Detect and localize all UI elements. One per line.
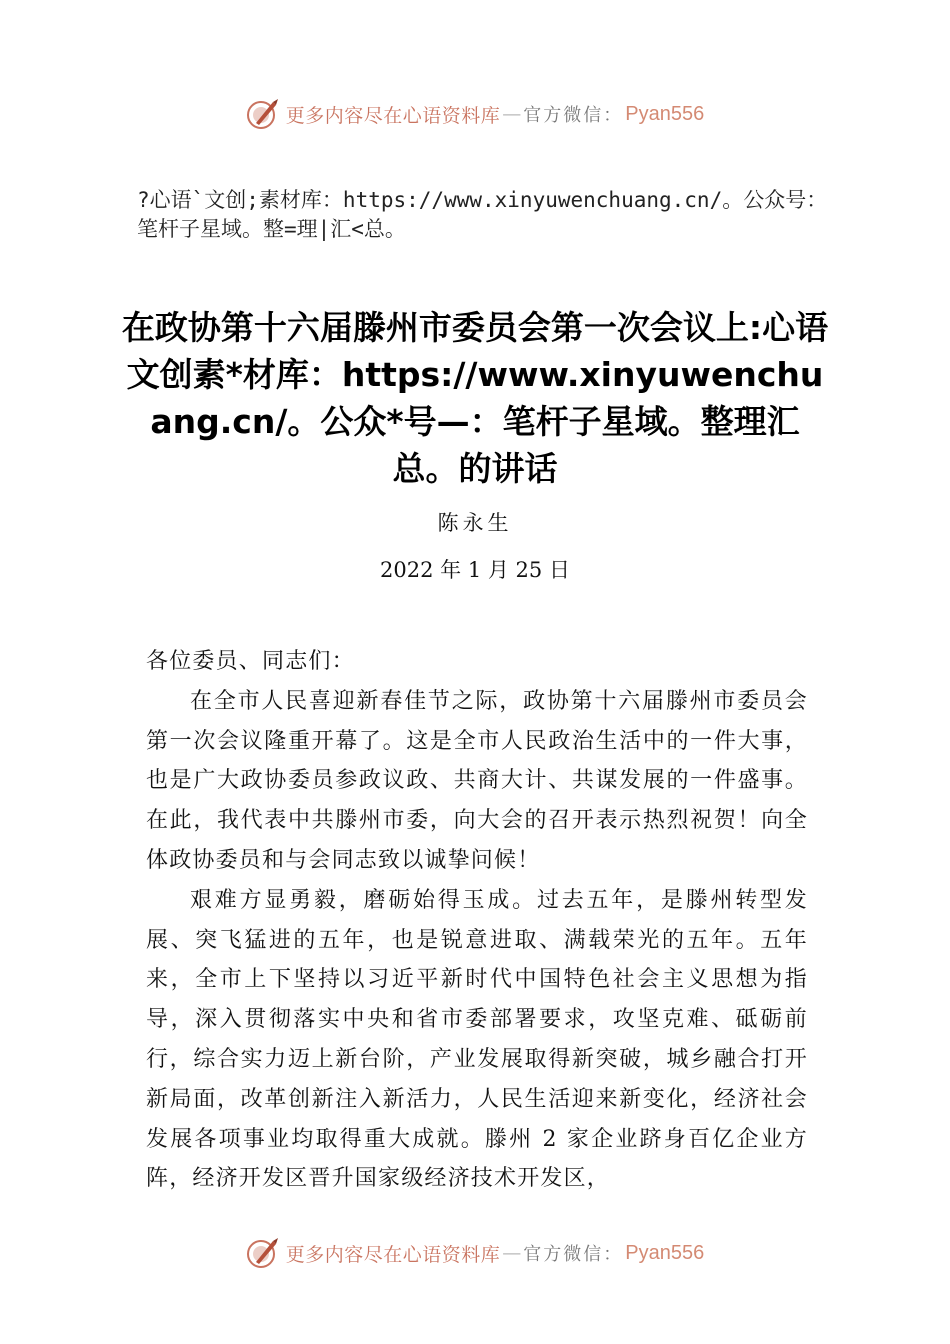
salutation: 各位委员、同志们： (146, 649, 355, 674)
banner-separator: — (502, 1242, 522, 1264)
quill-pen-logo-icon (246, 1236, 280, 1270)
banner-text: 更多内容尽在心语资料库 (285, 1243, 501, 1266)
banner-wechat-id: Pyan556 (625, 102, 705, 125)
banner-wechat-label: 官方微信： (523, 105, 624, 126)
paragraph: 在全市人民喜迎新春佳节之际，政协第十六届滕州市委员会第一次会议隆重开幕了。这是全市人民政治生活中的一件大事，也是广大政协委员参政议政、共商大计、共谋发展的一件盛事。在此，我代表中共滕州市委，向大会的召开表示热烈祝贺！向全体政协委员和与会同志致以诚挚问候！ (146, 688, 808, 873)
watermark-text: ?心语`文创;素材库：https://www.xinyuwenchuang.cn/。公众号：笔杆子星域。整=理|汇<总。 (137, 188, 828, 241)
author-name: 陈永生 (437, 511, 513, 535)
quill-pen-logo-icon (246, 97, 280, 131)
paragraph: 艰难方显勇毅，磨砺始得玉成。过去五年，是滕州转型发展、突飞猛进的五年，也是锐意进取、满载荣光的五年。五年来，全市上下坚持以习近平新时代中国特色社会主义思想为指导，深入贯彻落实中央和省市委部署要求，攻坚克难、砥砺前行，综合实力迈上新台阶，产业发展取得新突破，城乡融合打开新局面，改革创新注入新活力，人民生活迎来新变化，经济社会发展各项事业均取得重大成就。滕州 2 家企业跻身百亿企业方阵，经济开发区晋升国家级经济技术开发区， (146, 887, 808, 1192)
footer-banner (0, 1233, 950, 1273)
speech-date: 2022 年 1 月 25 日 (380, 558, 570, 582)
document-title: 在政协第十六届滕州市委员会第一次会议上:心语文创素*材库：https://www.xinyuwenchuang.cn/。公众*号—：笔杆子星域。整理汇总。的讲话 (121, 308, 829, 488)
banner-wechat-id: Pyan556 (625, 1241, 705, 1264)
banner-wechat-label: 官方微信： (523, 1244, 624, 1265)
banner-text: 更多内容尽在心语资料库 (285, 104, 501, 127)
banner-separator: — (502, 103, 522, 125)
header-banner (0, 94, 950, 134)
speech-body (146, 642, 808, 1199)
